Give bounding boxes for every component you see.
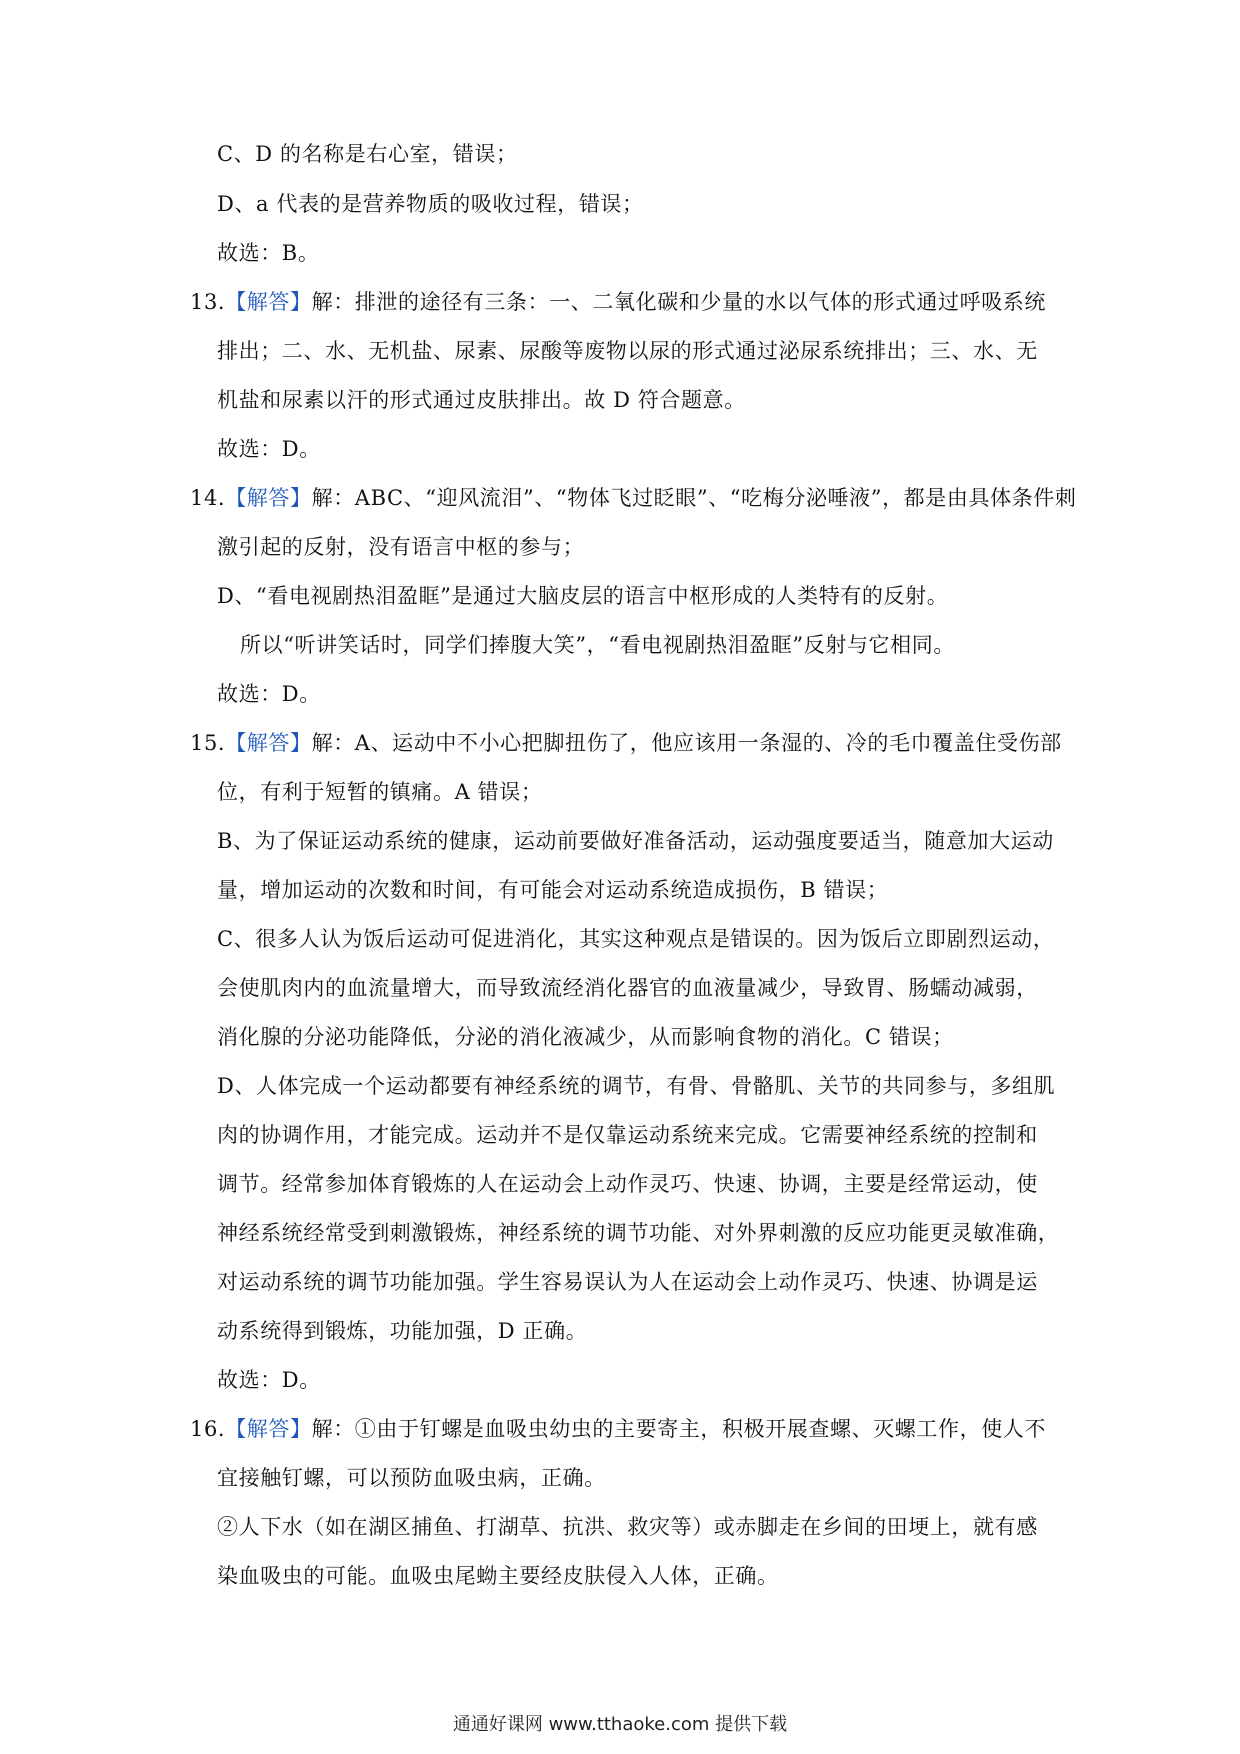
- text-line: [217, 1121, 1038, 1149]
- text-line: [217, 827, 1054, 855]
- answer-tag: 【解答】: [225, 486, 312, 510]
- line-text: 解：排泄的途径有三条：一、二氧化碳和少量的水以气体的形式通过呼吸系统: [311, 290, 1047, 314]
- line-text: 调节。经常参加体育锻炼的人在运动会上动作灵巧、快速、协调，主要是经常运动，使: [217, 1172, 1038, 1196]
- line-text: 会使肌肉内的血流量增大，而导致流经消化器官的血液量减少，导致胃、肠蠕动减弱，: [217, 976, 1038, 1000]
- line-text: 位，有利于短暂的镇痛。A 错误；: [217, 780, 543, 804]
- answer-tag: 【解答】: [225, 1417, 312, 1441]
- question-number: 13.: [190, 290, 226, 314]
- text-line: [217, 1023, 954, 1051]
- line-text: 故选：D。: [217, 437, 321, 461]
- answer-tag: 【解答】: [225, 290, 312, 314]
- line-text: 神经系统经常受到刺激锻炼，神经系统的调节功能、对外界刺激的反应功能更灵敏准确，: [217, 1221, 1060, 1245]
- text-line: [217, 533, 584, 561]
- line-text: 所以“听讲笑话时，同学们捧腹大笑”，“看电视剧热泪盈眶”反射与它相同。: [240, 633, 955, 657]
- text-line: [217, 680, 321, 708]
- text-line: [217, 1513, 1038, 1541]
- text-line: [217, 582, 948, 610]
- text-line: [217, 925, 1054, 953]
- line-text: 激引起的反射，没有语言中枢的参与；: [217, 535, 585, 559]
- text-line: [217, 239, 319, 267]
- line-text: 故选：D。: [217, 1368, 321, 1392]
- text-line: [217, 974, 1038, 1002]
- answer-tag: 【解答】: [225, 731, 312, 755]
- line-text: C、D 的名称是右心室，错误；: [217, 142, 518, 166]
- text-line: [217, 1464, 606, 1492]
- text-line: [217, 1219, 1059, 1247]
- text-line: [217, 1366, 321, 1394]
- line-text: 故选：D。: [217, 682, 321, 706]
- question-answer-line: [190, 729, 1062, 757]
- line-text: 宜接触钉螺，可以预防血吸虫病，正确。: [217, 1466, 606, 1490]
- line-text: 动系统得到锻炼，功能加强，D 正确。: [217, 1319, 588, 1343]
- text-line: [217, 1268, 1038, 1296]
- line-text: ②人下水（如在湖区捕鱼、打湖草、抗洪、救灾等）或赤脚走在乡间的田埂上，就有感: [217, 1515, 1038, 1539]
- line-text: 染血吸虫的可能。血吸虫尾蚴主要经皮肤侵入人体，正确。: [217, 1564, 779, 1588]
- line-text: D、“看电视剧热泪盈眶”是通过大脑皮层的语言中枢形成的人类特有的反射。: [217, 584, 949, 608]
- line-text: 解：ABC、“迎风流泪”、“物体飞过眨眼”、“吃梅分泌唾液”，都是由具体条件刺: [311, 486, 1077, 510]
- text-line: [217, 140, 518, 168]
- text-line: [240, 631, 955, 659]
- line-text: 解：A、运动中不小心把脚扭伤了，他应该用一条湿的、冷的毛巾覆盖住受伤部: [311, 731, 1062, 755]
- text-line: [217, 1072, 1055, 1100]
- text-line: [217, 1170, 1038, 1198]
- line-text: 肉的协调作用，才能完成。运动并不是仅靠运动系统来完成。它需要神经系统的控制和: [217, 1123, 1038, 1147]
- page-footer: 通通好课网 www.tthaoke.com 提供下载: [452, 1714, 788, 1735]
- text-line: [217, 876, 888, 904]
- text-line: [217, 1317, 587, 1345]
- line-text: 消化腺的分泌功能降低，分泌的消化液减少，从而影响食物的消化。C 错误；: [217, 1025, 954, 1049]
- line-text: 故选：B。: [217, 241, 320, 265]
- text-line: [217, 778, 542, 806]
- line-text: B、为了保证运动系统的健康，运动前要做好准备活动，运动强度要适当，随意加大运动: [217, 829, 1054, 853]
- question-answer-line: [190, 484, 1076, 512]
- text-line: [217, 1562, 779, 1590]
- line-text: 排出；二、水、无机盐、尿素、尿酸等废物以尿的形式通过泌尿系统排出；三、水、无: [217, 339, 1038, 363]
- line-text: C、很多人认为饭后运动可促进消化，其实这种观点是错误的。因为饭后立即剧烈运动，: [217, 927, 1055, 951]
- question-answer-line: [190, 288, 1046, 316]
- question-number: 16.: [190, 1417, 226, 1441]
- question-answer-line: [190, 1415, 1046, 1443]
- line-text: D、人体完成一个运动都要有神经系统的调节，有骨、骨骼肌、关节的共同参与，多组肌: [217, 1074, 1056, 1098]
- line-text: D、a 代表的是营养物质的吸收过程，错误；: [217, 192, 644, 216]
- line-text: 量，增加运动的次数和时间，有可能会对运动系统造成损伤，B 错误；: [217, 878, 889, 902]
- question-number: 15.: [190, 731, 226, 755]
- text-line: [217, 337, 1038, 365]
- text-line: [217, 435, 321, 463]
- line-text: 对运动系统的调节功能加强。学生容易误认为人在运动会上动作灵巧、快速、协调是运: [217, 1270, 1038, 1294]
- line-text: 机盐和尿素以汗的形式通过皮肤排出。故 D 符合题意。: [217, 388, 746, 412]
- line-text: 解：①由于钉螺是血吸虫幼虫的主要寄主，积极开展查螺、灭螺工作，使人不: [311, 1417, 1047, 1441]
- text-line: [217, 386, 746, 414]
- question-number: 14.: [190, 486, 226, 510]
- text-line: [217, 190, 644, 218]
